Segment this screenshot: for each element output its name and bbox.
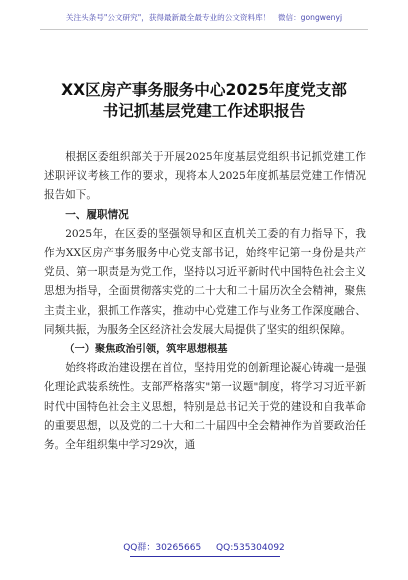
footer-underline: [130, 556, 280, 557]
intro-paragraph: 根据区委组织部关于开展2025年度基层党组织书记抓党建工作述职评议考核工作的要求，现将本人2025年度抓基层党建工作情况报告如下。: [44, 151, 366, 202]
subsection-paragraph: 始终将政治建设摆在首位，坚持用党的创新理论凝心铸魂一是强化理论武装系统性。支部严格落实"第一议题"制度，将学习习近平新时代中国特色社会主义思想，特别是总书记关于党的建设和自我革命的重要思想，以及党的二十大和二十届四中全会精神作为首要政治任务。全年组织集中学习29次，通: [44, 362, 366, 452]
title-line-1: XX区房产事务服务中心2025年度党支部: [61, 81, 347, 99]
header-note: 关注头条号"公文研究"，获得最新最全最专业的公文资料库！ 微信：gongwenyj: [65, 13, 343, 22]
subsection-heading: （一）聚焦政治引领，筑牢思想根基: [64, 344, 228, 356]
footer-contact: [0, 540, 408, 553]
footer-qq-group: QQ群：30265665: [123, 543, 202, 553]
section-paragraph: 2025年，在区委的坚强领导和区直机关工委的有力指导下，我作为XX区房产事务服务中心党支部书记，始终牢记第一身份是共产党员、第一职责是为党工作，坚持以习近平新时代中国特色社会主义思想为指导，全面贯彻落实党的二十大和二十届历次全会精神，聚焦主责主业，狠抓工作落实，推动中心党建工作与业务工作深度融合、同频共振，为服务全区经济社会发展大局提供了坚实的组织保障。: [44, 227, 366, 336]
footer-qq: QQ:535304092: [216, 543, 285, 553]
document-body: [44, 148, 366, 455]
header-divider: [40, 29, 368, 30]
document-title: [30, 80, 378, 122]
section-heading: 一、履职情况: [65, 208, 129, 221]
title-line-2: 书记抓基层党建工作述职报告: [102, 102, 306, 120]
